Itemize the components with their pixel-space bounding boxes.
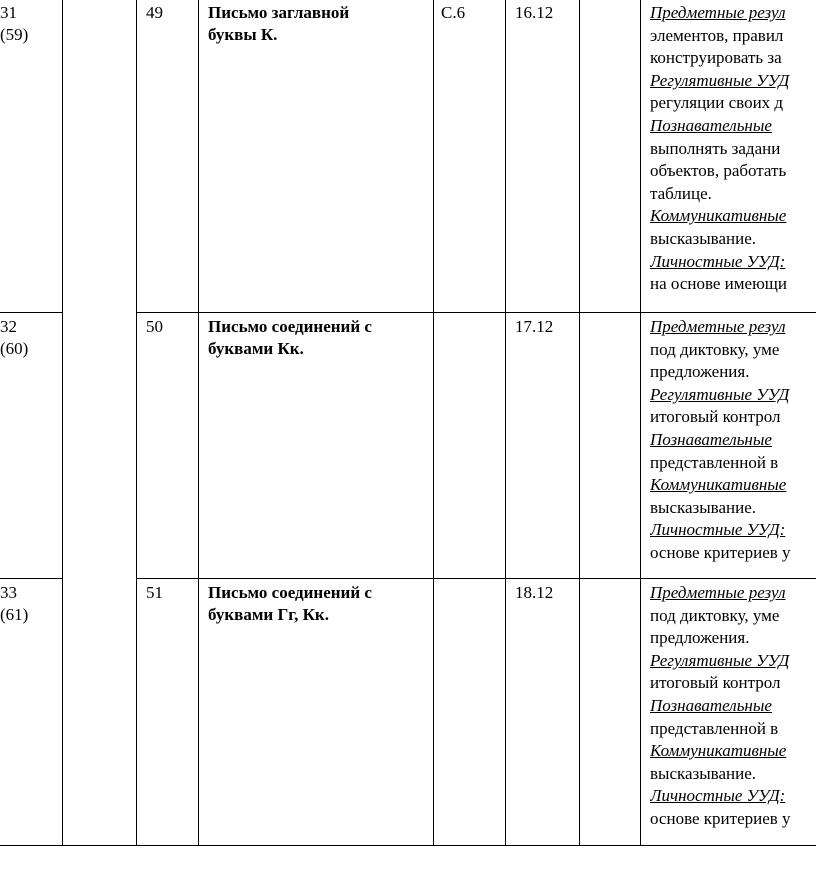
outcome-text: высказывание. (650, 763, 757, 783)
outcome-text: представленной в (650, 452, 779, 472)
lesson-number: 51 (146, 583, 163, 602)
outcome-text: регуляции своих д (650, 93, 784, 113)
outcome-category: Предметные резул (650, 583, 786, 602)
lesson-topic-line: буквами Кк. (208, 339, 304, 358)
outcome-category: Регулятивные УУД (650, 70, 790, 90)
table-border (433, 313, 434, 845)
outcome-text: предложения. (650, 628, 750, 648)
row-border (136, 578, 816, 579)
outcome-category: Личностные УУД: (650, 251, 786, 271)
outcome-text: на основе имеющи (650, 274, 787, 294)
row-number: 32 (0, 317, 17, 336)
outcome-category: Регулятивные УУД (650, 650, 790, 670)
outcome-text: основе критериев у (650, 542, 791, 562)
outcome-text: под диктовку, уме (650, 605, 780, 625)
table-border (198, 0, 199, 845)
outcome-text: объектов, работать (650, 161, 787, 181)
outcome-category: Познавательные (650, 429, 772, 449)
lesson-topic-line: буквы К. (208, 25, 278, 44)
outcome-text: итоговый контрол (650, 407, 781, 427)
row-number-alt: (59) (0, 25, 29, 44)
lesson-date: 18.12 (515, 583, 554, 602)
outcome-category: Предметные резул (650, 3, 786, 22)
learning-outcomes (650, 582, 816, 831)
lesson-number: 49 (146, 3, 163, 22)
outcome-category: Регулятивные УУД (650, 384, 790, 404)
row-border (136, 312, 816, 313)
row-number: 33 (0, 583, 17, 602)
outcome-category: Коммуникативные (650, 741, 787, 761)
page-ref: С.6 (441, 3, 466, 22)
outcome-text: высказывание. (650, 497, 757, 517)
outcome-category: Предметные резул (650, 317, 786, 336)
table-border (136, 0, 137, 845)
row-number: 31 (0, 3, 17, 22)
outcome-text: высказывание. (650, 228, 757, 248)
outcome-text: конструировать за (650, 48, 782, 68)
row-number-alt: (61) (0, 605, 29, 624)
outcome-text: таблице. (650, 183, 712, 203)
table-border (505, 0, 506, 845)
outcome-category: Познавательные (650, 695, 772, 715)
learning-outcomes (650, 316, 816, 565)
row-border (0, 312, 62, 313)
outcome-category: Личностные УУД: (650, 786, 786, 806)
outcome-text: элементов, правил (650, 25, 784, 45)
outcome-text: итоговый контрол (650, 673, 781, 693)
lesson-number: 50 (146, 317, 163, 336)
outcome-category: Коммуникативные (650, 206, 787, 226)
outcome-text: представленной в (650, 718, 779, 738)
row-border (0, 578, 62, 579)
outcome-category: Личностные УУД: (650, 520, 786, 540)
lesson-topic-line: Письмо соединений с (208, 583, 372, 602)
outcome-text: под диктовку, уме (650, 339, 780, 359)
lesson-date: 17.12 (515, 317, 554, 336)
lesson-topic-line: Письмо заглавной (208, 3, 350, 22)
lesson-topic-line: буквами Гг, Кк. (208, 605, 329, 624)
outcome-category: Познавательные (650, 115, 772, 135)
table-border (433, 0, 434, 312)
learning-outcomes (650, 2, 816, 296)
row-number-alt: (60) (0, 339, 29, 358)
table-border (640, 0, 641, 845)
lesson-date: 16.12 (515, 3, 554, 22)
lesson-topic-line: Письмо соединений с (208, 317, 372, 336)
row-border (0, 845, 816, 846)
outcome-text: выполнять задани (650, 138, 781, 158)
outcome-category: Коммуникативные (650, 475, 787, 495)
table-border (62, 0, 63, 845)
outcome-text: основе критериев у (650, 808, 791, 828)
outcome-text: предложения. (650, 362, 750, 382)
table-border (579, 0, 580, 845)
